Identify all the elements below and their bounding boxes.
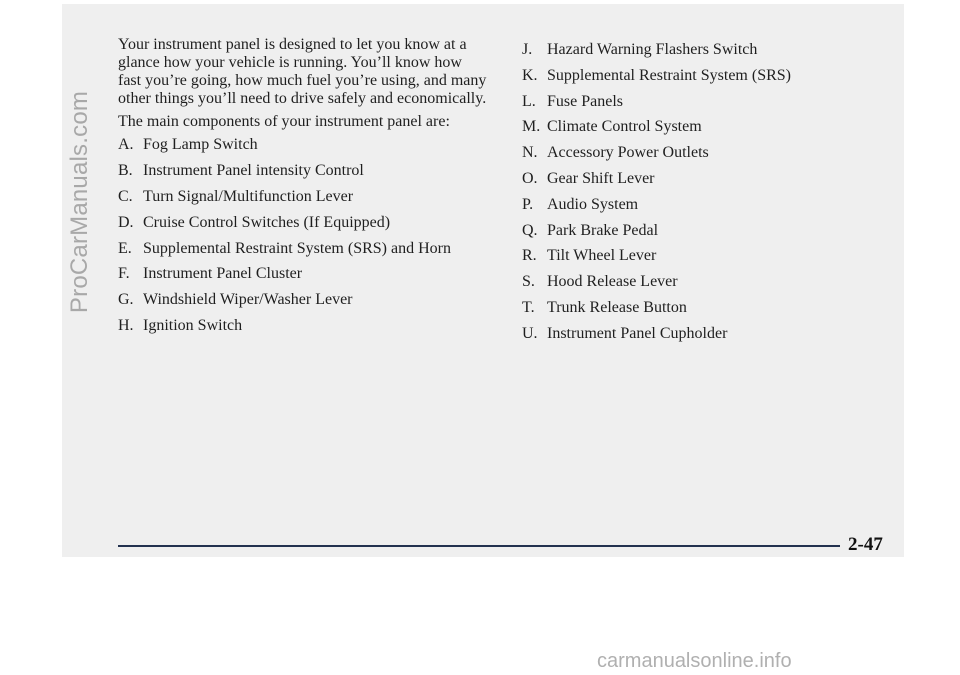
item-letter: K. bbox=[522, 66, 538, 84]
item-label: Instrument Panel Cluster bbox=[143, 265, 303, 283]
item-label: Tilt Wheel Lever bbox=[547, 247, 657, 265]
item-letter: M. bbox=[522, 118, 541, 136]
item-label: Park Brake Pedal bbox=[547, 221, 659, 239]
list-item bbox=[522, 140, 822, 166]
list-item bbox=[522, 243, 822, 269]
item-label: Climate Control System bbox=[547, 118, 702, 136]
item-letter: F. bbox=[118, 265, 130, 283]
list-item bbox=[522, 166, 822, 192]
item-label: Instrument Panel Cupholder bbox=[547, 324, 728, 342]
item-label: Hazard Warning Flashers Switch bbox=[547, 41, 758, 58]
item-label: Trunk Release Button bbox=[547, 298, 687, 316]
item-label: Instrument Panel intensity Control bbox=[143, 161, 364, 179]
item-letter: S. bbox=[522, 273, 535, 291]
item-label: Ignition Switch bbox=[143, 317, 243, 335]
item-letter: E. bbox=[118, 239, 132, 257]
list-item bbox=[522, 192, 822, 218]
item-label: Accessory Power Outlets bbox=[547, 144, 709, 162]
item-label: Windshield Wiper/Washer Lever bbox=[143, 291, 353, 309]
item-letter: Q. bbox=[522, 221, 538, 239]
item-label: Hood Release Lever bbox=[547, 273, 678, 291]
components-list-left bbox=[118, 132, 488, 339]
item-letter: D. bbox=[118, 213, 134, 231]
list-item bbox=[522, 269, 822, 295]
list-item bbox=[522, 37, 822, 63]
list-item bbox=[522, 321, 822, 347]
item-letter: P. bbox=[522, 195, 534, 213]
right-column bbox=[522, 37, 822, 347]
item-label: Supplemental Restraint System (SRS) bbox=[547, 66, 791, 84]
item-letter: T. bbox=[522, 298, 535, 316]
page-number: 2-47 bbox=[848, 534, 883, 555]
item-label: Supplemental Restraint System (SRS) and Horn bbox=[143, 239, 451, 257]
item-letter: L. bbox=[522, 92, 536, 110]
item-letter: J. bbox=[522, 41, 533, 58]
item-letter: A. bbox=[118, 136, 134, 153]
list-item bbox=[118, 158, 488, 184]
item-label: Fuse Panels bbox=[547, 92, 623, 110]
item-label: Fog Lamp Switch bbox=[143, 136, 258, 153]
item-letter: C. bbox=[118, 187, 133, 205]
item-letter: N. bbox=[522, 144, 538, 162]
side-watermark: ProCarManuals.com bbox=[66, 90, 93, 314]
bottom-watermark: carmanualsonline.info bbox=[597, 650, 792, 672]
item-label: Turn Signal/Multifunction Lever bbox=[143, 187, 354, 205]
list-item bbox=[118, 261, 488, 287]
components-list-right bbox=[522, 37, 822, 347]
item-letter: U. bbox=[522, 324, 538, 342]
list-item bbox=[118, 132, 488, 158]
list-item bbox=[118, 236, 488, 262]
item-letter: G. bbox=[118, 291, 134, 309]
list-item bbox=[522, 114, 822, 140]
left-column bbox=[118, 36, 488, 339]
list-item bbox=[522, 218, 822, 244]
list-item bbox=[118, 287, 488, 313]
list-item bbox=[118, 184, 488, 210]
item-label: Audio System bbox=[547, 195, 639, 213]
intro-paragraph: Your instrument panel is designed to let you know at a glance how your vehicle is running. You’ll know how fast you’re going, how much fuel you’re using, and many other things you’ll need to drive safely and economically. bbox=[118, 36, 487, 107]
components-heading: The main components of your instrument panel are: bbox=[118, 113, 450, 130]
item-label: Cruise Control Switches (If Equipped) bbox=[143, 213, 391, 231]
item-letter: H. bbox=[118, 317, 134, 335]
item-letter: O. bbox=[522, 169, 538, 187]
footer-rule bbox=[118, 545, 840, 547]
list-item bbox=[522, 63, 822, 89]
list-item bbox=[522, 89, 822, 115]
list-item bbox=[118, 313, 488, 339]
item-label: Gear Shift Lever bbox=[547, 169, 655, 187]
list-item bbox=[522, 295, 822, 321]
item-letter: B. bbox=[118, 161, 133, 179]
item-letter: R. bbox=[522, 247, 537, 265]
list-item bbox=[118, 210, 488, 236]
